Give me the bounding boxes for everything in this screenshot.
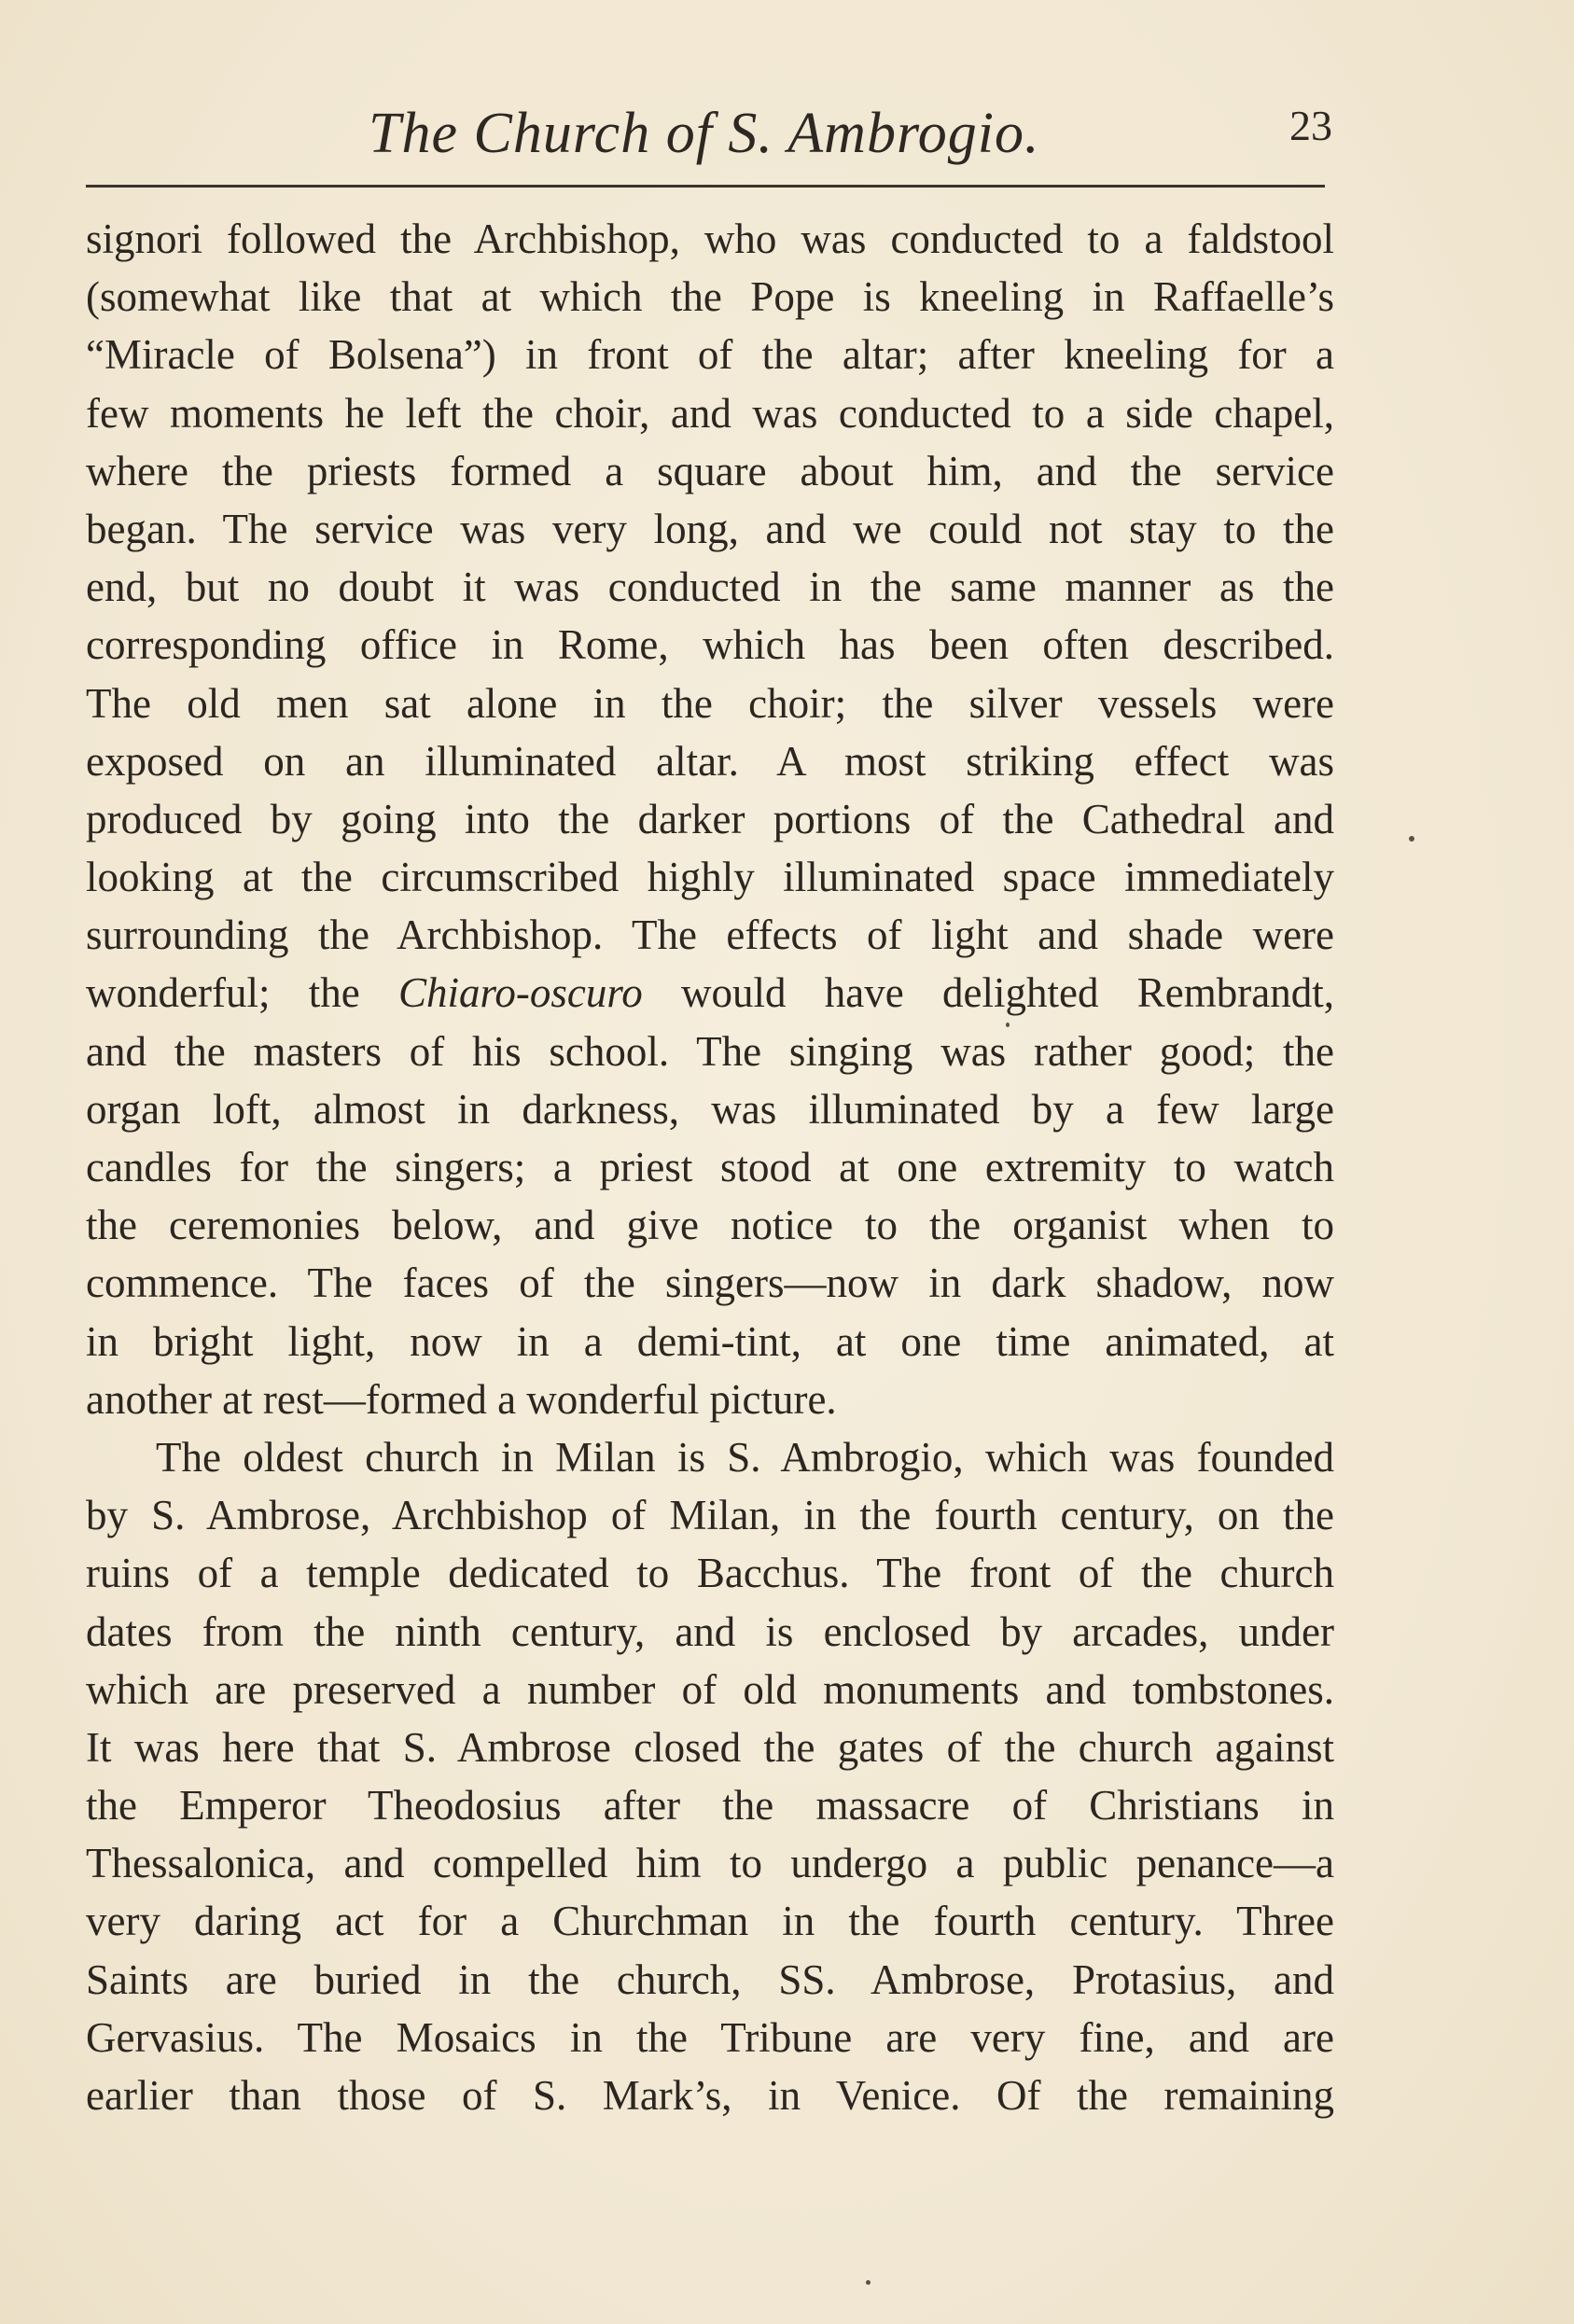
text-line: by S. Ambrose, Archbishop of Milan, in the fourth century, on the (86, 1492, 1334, 1539)
body-text (86, 210, 1334, 2124)
paragraph-first-line: The oldest church in Milan is S. Ambrogio, which was founded (156, 1433, 1334, 1481)
text-line: few moments he left the choir, and was conducted to a side chapel, (86, 389, 1334, 437)
paper-speck (1409, 836, 1414, 842)
text-line: ruins of a temple dedicated to Bacchus. The front of the church (86, 1550, 1334, 1597)
text-line: exposed on an illuminated altar. A most striking effect was (86, 737, 1334, 785)
text-segment: would have delighted Rembrandt, (642, 969, 1334, 1017)
text-segment: wonderful; the (86, 969, 399, 1017)
text-line: in bright light, now in a demi-tint, at one time animated, at (86, 1317, 1334, 1365)
text-line: the ceremonies below, and give notice to the organist when to (86, 1202, 1334, 1249)
text-line: It was here that S. Ambrose closed the gates of the church against (86, 1723, 1334, 1771)
text-line: Gervasius. The Mosaics in the Tribune are very fine, and are (86, 2013, 1334, 2061)
text-line: organ loft, almost in darkness, was illuminated by a few large (86, 1085, 1334, 1133)
text-line: The old men sat alone in the choir; the silver vessels were (86, 679, 1334, 727)
text-line: which are preserved a number of old monuments and tombstones. (86, 1665, 1334, 1713)
text-line: candles for the singers; a priest stood at one extremity to watch (86, 1144, 1334, 1190)
text-line: produced by going into the darker portions of the Cathedral and (86, 795, 1334, 842)
italic-term: Chiaro-oscuro (398, 969, 643, 1017)
text-line: dates from the ninth century, and is enclosed by arcades, under (86, 1607, 1334, 1655)
text-line: end, but no doubt it was conducted in the same manner as the (86, 564, 1334, 611)
text-line: corresponding office in Rome, which has been often described. (86, 621, 1334, 669)
text-line: very daring act for a Churchman in the fourth century. Three (86, 1898, 1334, 1945)
text-line: Saints are buried in the church, SS. Ambrose, Protasius, and (86, 1955, 1334, 2003)
header-rule (86, 185, 1325, 188)
text-line: “Miracle of Bolsena”) in front of the altar; after kneeling for a (86, 331, 1334, 379)
text-line: where the priests formed a square about him, and the service (86, 447, 1334, 494)
text-line: earlier than those of S. Mark’s, in Venice. Of the remaining (86, 2072, 1334, 2119)
page-number: 23 (1289, 102, 1332, 149)
text-line-with-italic (86, 964, 1334, 1022)
text-line: surrounding the Archbishop. The effects of light and shade were (86, 912, 1334, 959)
text-line: signori followed the Archbishop, who was conducted to a faldstool (86, 216, 1334, 262)
text-line: commence. The faces of the singers—now in dark shadow, now (86, 1259, 1334, 1307)
text-line: and the masters of his school. The singing was rather good; the (86, 1027, 1334, 1075)
text-line: began. The service was very long, and we could not stay to the (86, 505, 1334, 552)
paper-speck (1006, 1023, 1010, 1027)
text-line: Thessalonica, and compelled him to undergo a public penance—a (86, 1840, 1334, 1887)
text-line: the Emperor Theodosius after the massacre of Christians in (86, 1782, 1334, 1830)
running-head-title: The Church of S. Ambrogio. (369, 102, 1040, 165)
paragraph-last-line: another at rest—formed a wonderful picture. (86, 1375, 837, 1423)
text-line: looking at the circumscribed highly illuminated space immediately (86, 854, 1334, 901)
text-line: (somewhat like that at which the Pope is kneeling in Raffaelle’s (86, 273, 1334, 321)
paper-speck (866, 2280, 871, 2285)
